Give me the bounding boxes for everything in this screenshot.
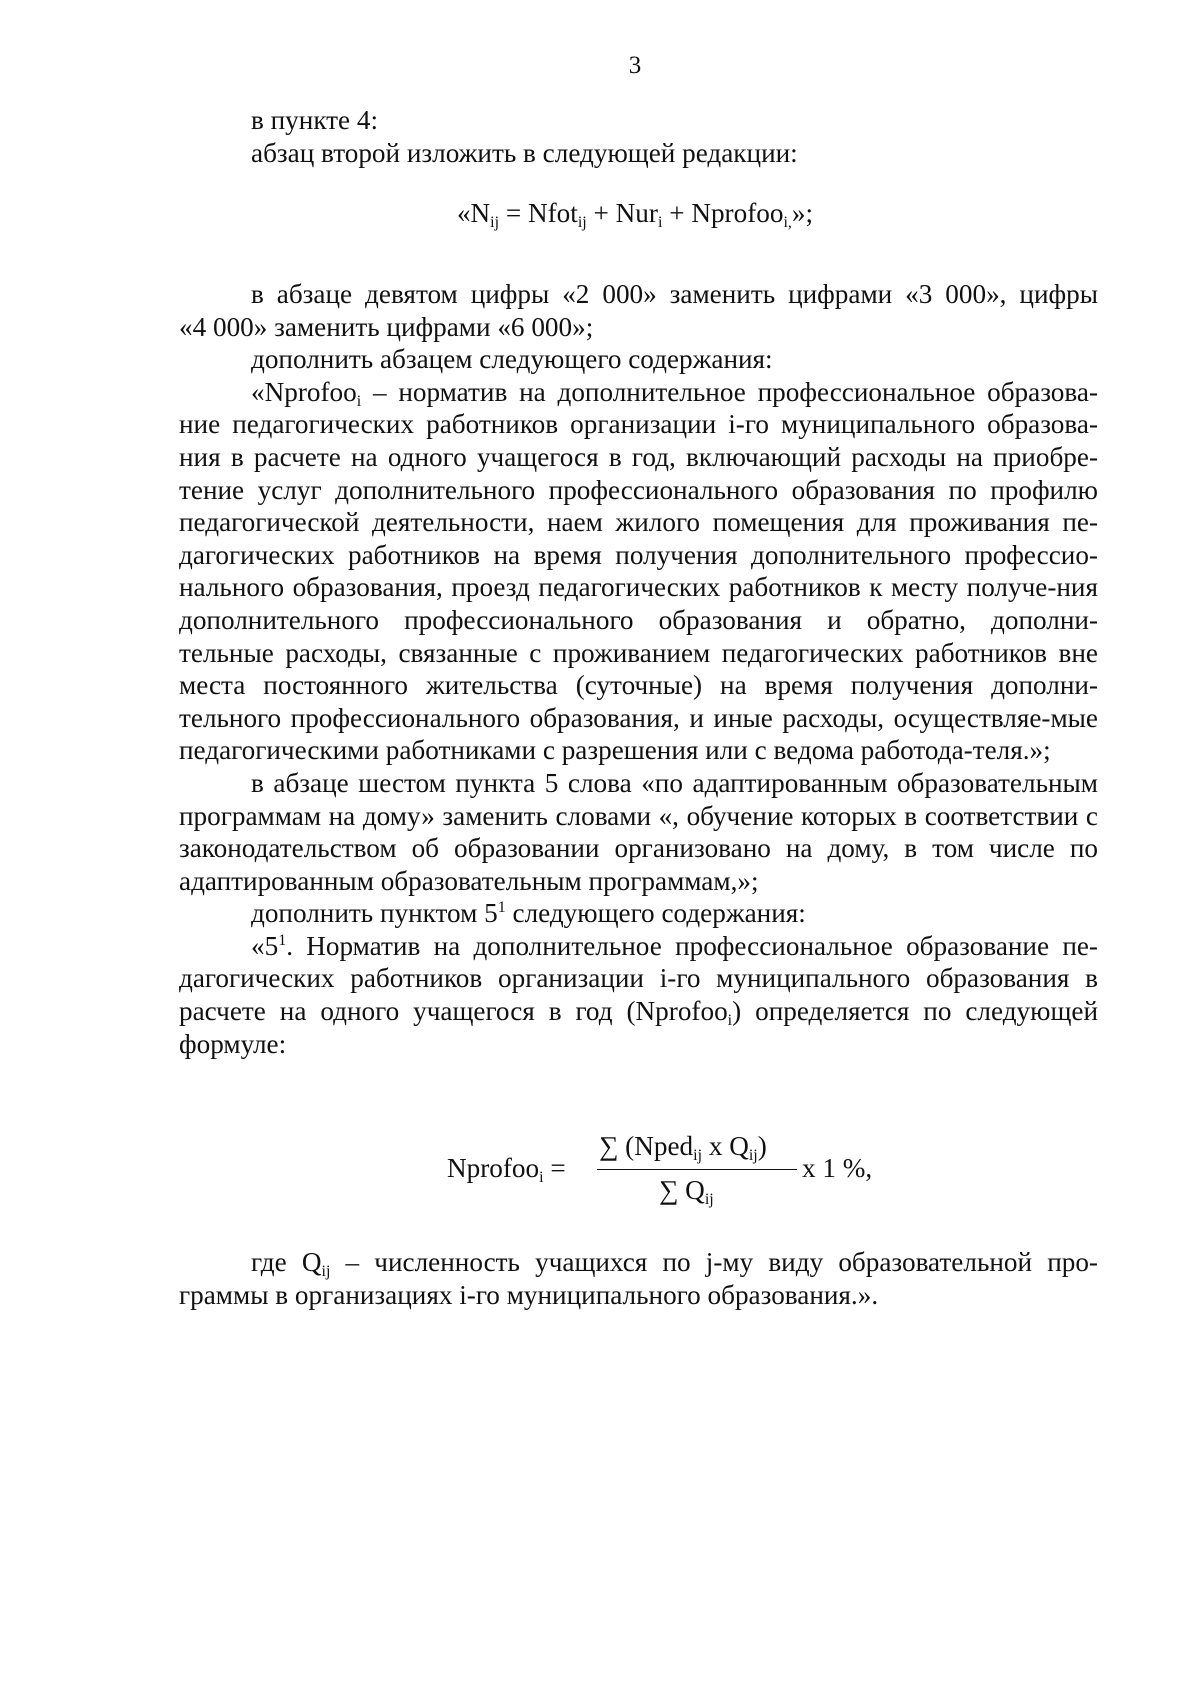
- paragraph-dopolnit-punktom: дополнить пунктом $5^1$ следующего содержания:: [251, 898, 806, 929]
- page-number: 3: [628, 52, 642, 79]
- formula-rhs: x 1 %,: [802, 1153, 873, 1183]
- document-body-3: [179, 1246, 1098, 1311]
- paragraph-gde-qij: где $Q_{ij}$ – численность учащихся по j-му виду образовательной про-граммы в организациях i-го муниципального образования.».: [179, 1247, 1098, 1310]
- paragraph-punkt-4: в пункте 4:: [251, 105, 379, 135]
- document-body-2: [179, 278, 1098, 1060]
- paragraph-abzac-devyatyi: в абзаце девятом цифры «2 000» заменить цифрами «3 000», цифры: [251, 279, 1098, 309]
- formula-numerator: ∑ (Nped$_{ij}$ x $Q_{ij}$): [599, 1131, 767, 1164]
- document-body: [179, 104, 1098, 169]
- fraction-bar: [597, 1169, 797, 1170]
- paragraph-punkt-5-1: «$5^1$. Норматив на дополнительное профессиональное образование пе-дагогических работников организации i-го муниципального образования в расчете на одного учащегося в год (Nprofoo$_i$) определяется по следующей формуле:: [179, 930, 1098, 1059]
- paragraph-abzac-devyatyi-cont: «4 000» заменить цифрами «6 000»;: [179, 311, 594, 342]
- formula-lhs: Nprofoo$_i$ =: [447, 1153, 566, 1186]
- paragraph-abzac-vtoroy: абзац второй изложить в следующей редакции:: [251, 137, 798, 168]
- formula-nij: «$N_{ij}$ = Nfot$_{ij}$ + Nur$_i$ + Nprofoo$_{i,}$»;: [456, 198, 814, 231]
- formula-denominator: ∑ $Q_{ij}$: [659, 1175, 714, 1208]
- paragraph-abzac-shestoy: в абзаце шестом пункта 5 слова «по адаптированным образовательным программам на дому» заменить словами «, обучение которых в соответствии с законодательством об образовании организовано на дому, в том числе по адаптированным образовательным программам,»;: [179, 767, 1098, 896]
- paragraph-dopolnit-abzacem: дополнить абзацем следующего содержания:: [251, 344, 773, 375]
- paragraph-nprofoo-definition: «Nprofoo$_i$ – норматив на дополнительное профессиональное образова-ние педагогических работников организации i-го муниципального образова-ния в расчете на одного учащегося в год, включающий расходы на приобре-тение услуг дополнительного профессионального образования по профилю педагогической деятельности, наем жилого помещения для проживания пе-дагогических работников на время получения дополнительного профессио-нального образования, проезд педагогических работников к месту получе-ния дополнительного профессионального образования и обратно, дополни-тельные расходы, связанные с проживанием педагогических работников вне места постоянного жительства (суточные) на время получения дополни-тельного профессионального образования, и иные расходы, осуществляе-мые педагогическими работниками с разрешения или с ведома работода-теля.»;: [179, 376, 1098, 766]
